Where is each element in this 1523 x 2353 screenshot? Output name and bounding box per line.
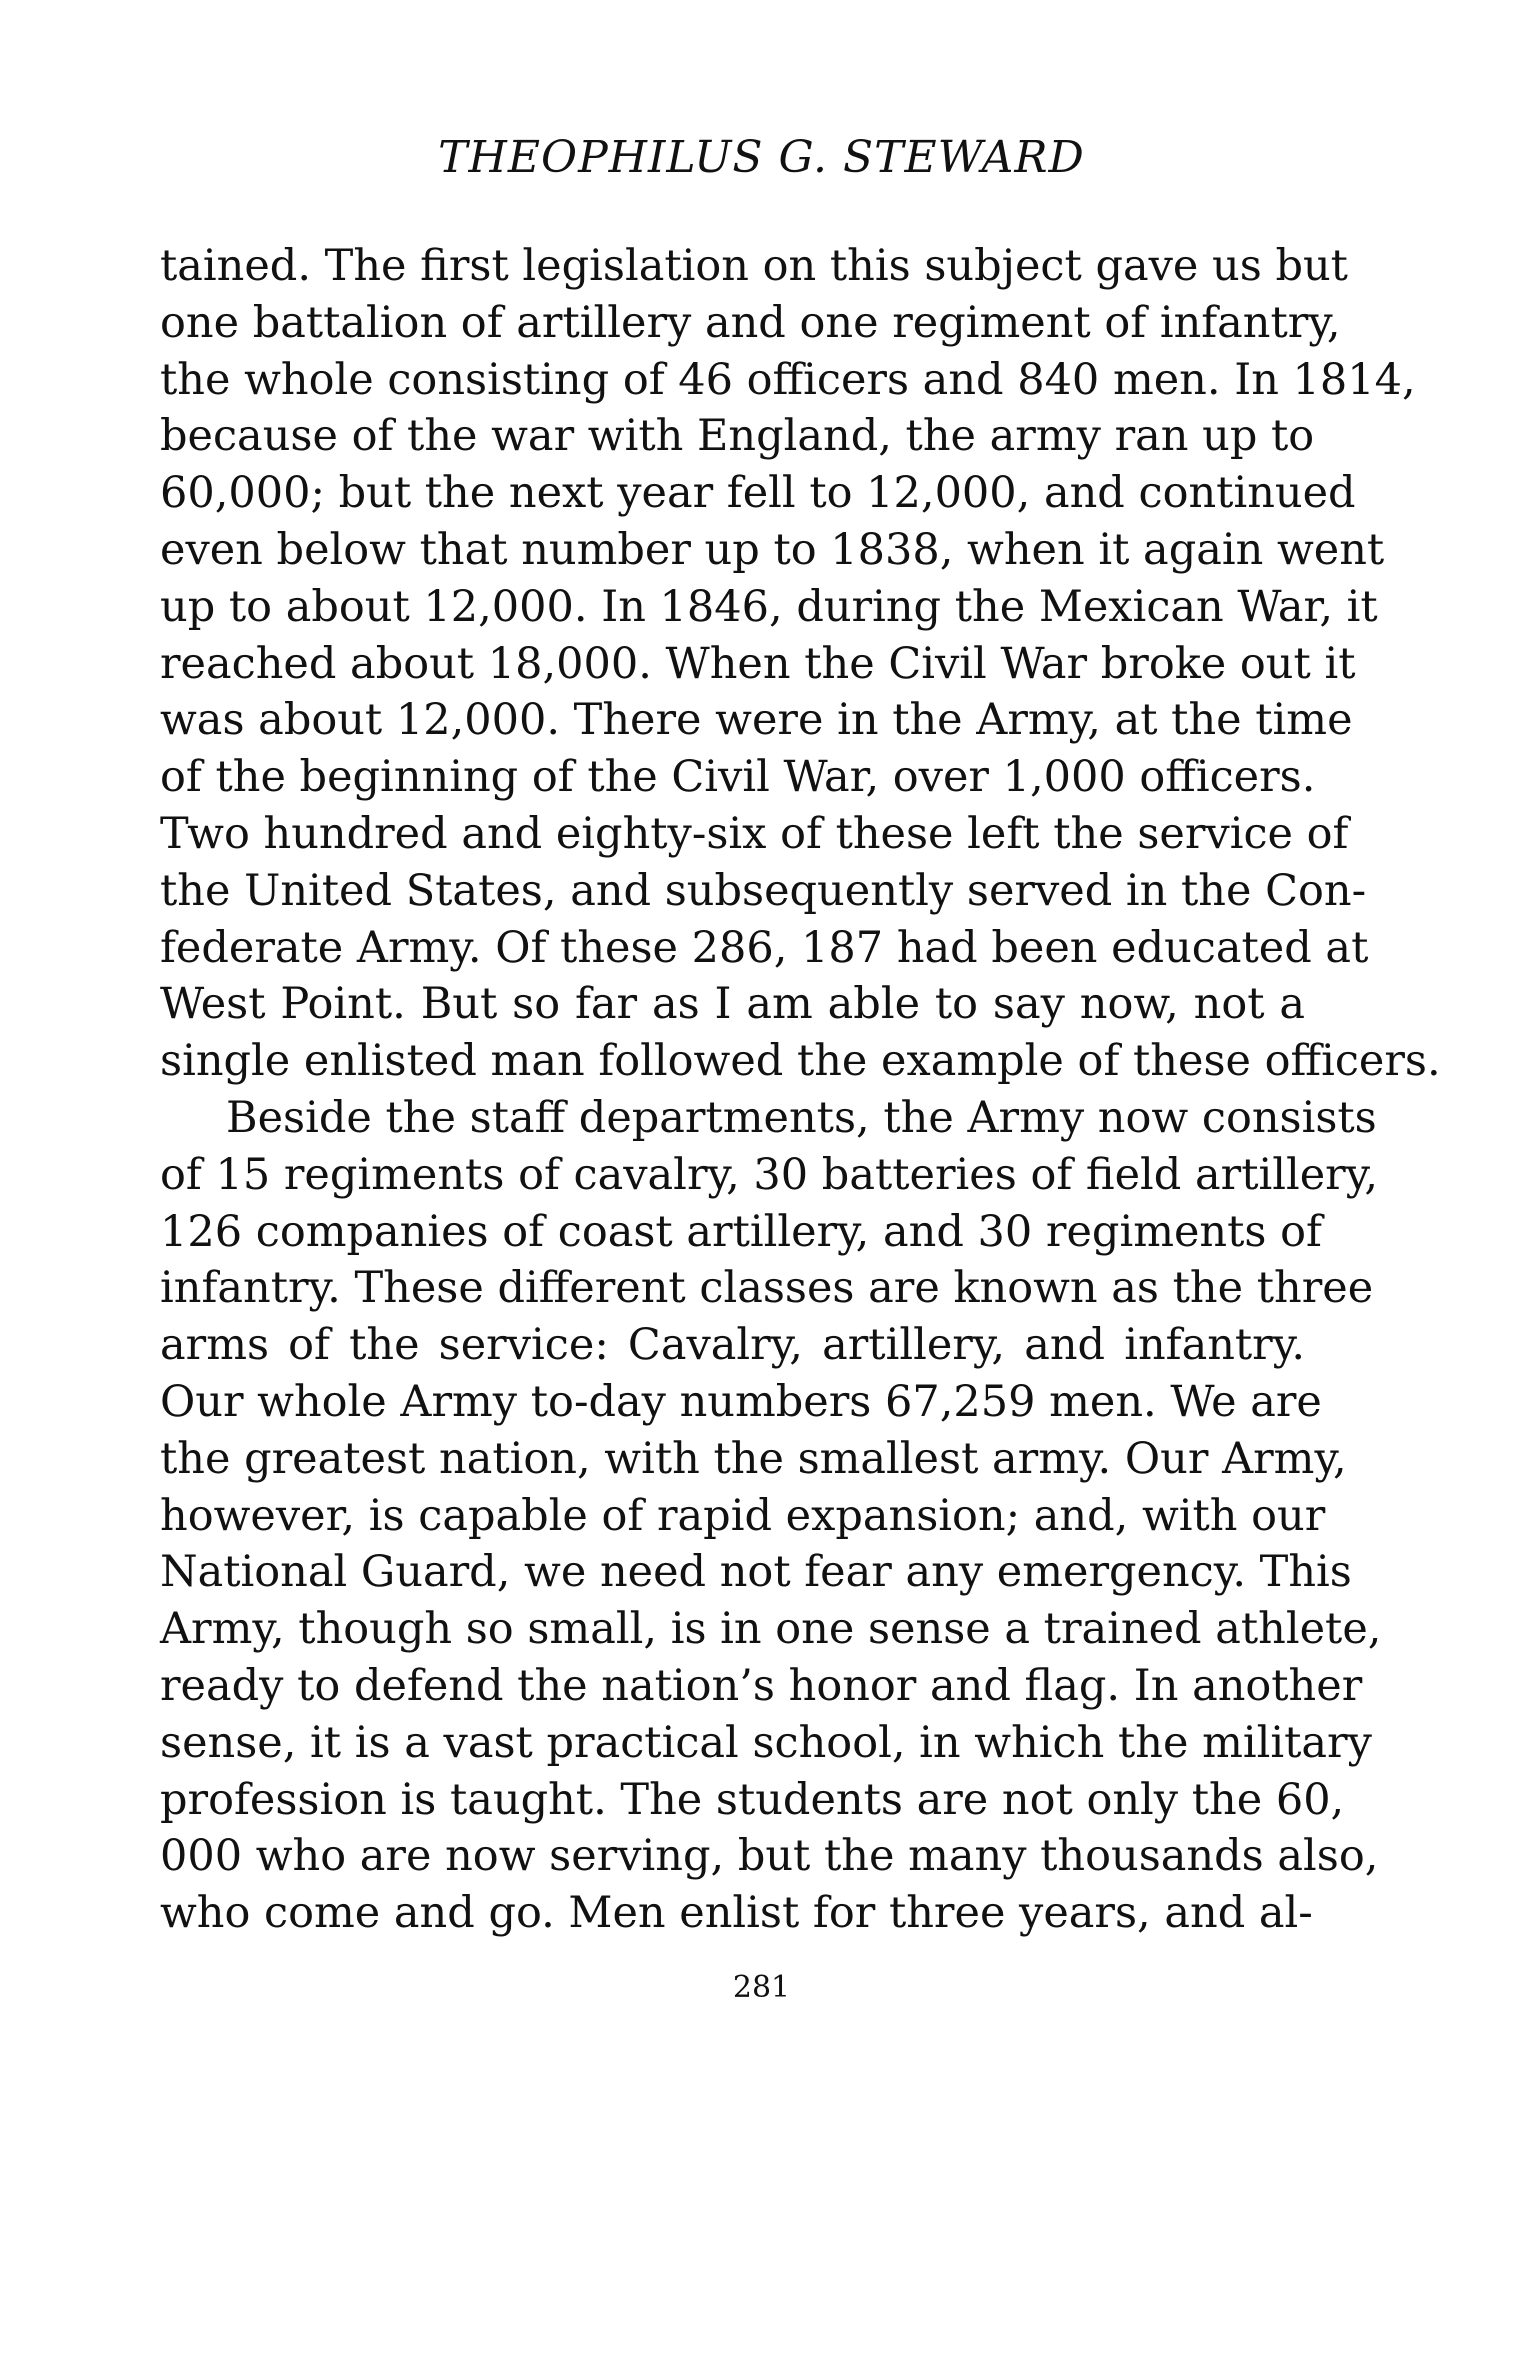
text-line: Beside the staff departments, the Army now consists [226,1092,1377,1143]
text-line: who come and go. Men enlist for three years, and al- [160,1888,1313,1939]
text-line: the whole consisting of 46 officers and 840 men. In 1814, [160,354,1416,405]
text-line: however, is capable of rapid expansion; and, with our [160,1490,1326,1541]
text-line: Two hundred and eighty-six of these left the service of [160,808,1349,859]
text-line: federate Army. Of these 286, 187 had been educated at [160,922,1369,973]
text-line: because of the war with England, the army ran up to [160,411,1315,462]
paragraph-1 [160,238,1441,1090]
text-line: one battalion of artillery and one regiment of infantry, [160,297,1341,348]
page-number: 281 [732,1970,791,2005]
body-text [160,238,1441,1942]
text-line: West Point. But so far as I am able to say now, not a [160,979,1305,1030]
text-line: was about 12,000. There were in the Army, at the time [160,695,1353,746]
text-line: up to about 12,000. In 1846, during the Mexican War, it [160,581,1378,632]
text-line: Army, though so small, is in one sense a trained athlete, [160,1604,1382,1655]
text-line: ready to defend the nation’s honor and flag. In another [160,1660,1363,1711]
text-line: Our whole Army to-day numbers 67,259 men. We are [160,1376,1322,1427]
paragraph-2 [160,1090,1382,1942]
text-line: single enlisted man followed the example of these officers. [160,1036,1441,1087]
text-line: 126 companies of coast artillery, and 30 regiments of [160,1206,1322,1257]
text-line: tained. The first legislation on this subject gave us but [160,241,1348,291]
text-line: infantry. These different classes are known as the three [160,1263,1374,1314]
text-line: 000 who are now serving, but the many thousands also, [160,1831,1379,1882]
text-line: even below that number up to 1838, when it again went [160,524,1385,575]
text-line: sense, it is a vast practical school, in which the military [160,1717,1372,1768]
text-line: of the beginning of the Civil War, over 1,000 officers. [160,752,1316,803]
running-head: THEOPHILUS G. STEWARD [438,132,1085,183]
text-line: 60,000; but the next year fell to 12,000, and continued [160,468,1356,519]
text-line: arms of the service: Cavalry, artillery, and infantry. [160,1320,1305,1371]
text-line: National Guard, we need not fear any emergency. This [160,1547,1352,1598]
text-line: the greatest nation, with the smallest army. Our Army, [160,1433,1347,1484]
text-line: the United States, and subsequently served in the Con- [160,865,1367,916]
text-line: profession is taught. The students are not only the 60, [160,1774,1345,1825]
text-line: reached about 18,000. When the Civil War broke out it [160,638,1356,689]
text-line: of 15 regiments of cavalry, 30 batteries of field artillery, [160,1149,1378,1200]
